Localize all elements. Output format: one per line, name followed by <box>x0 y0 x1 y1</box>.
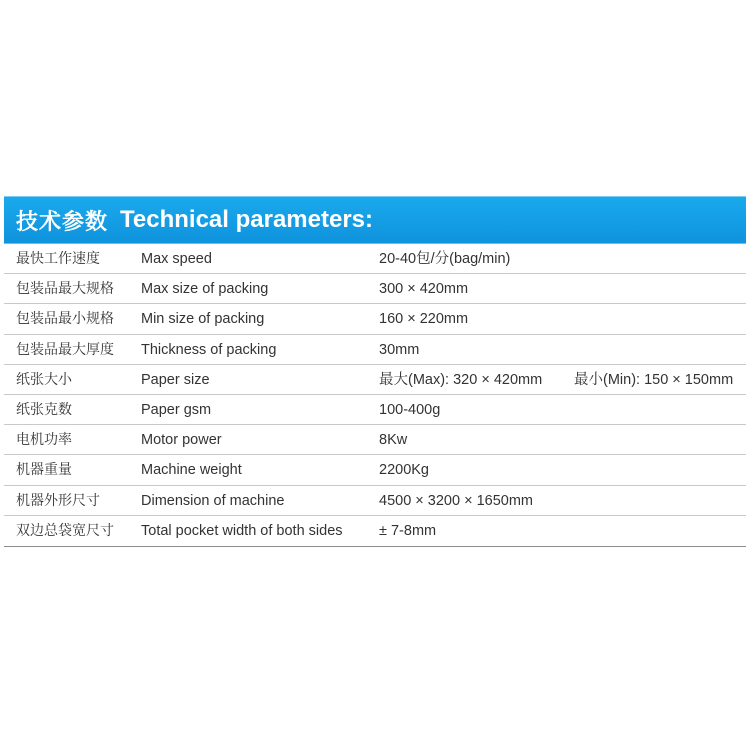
row-label-en: Dimension of machine <box>141 492 285 509</box>
row-label-cn: 电机功率 <box>16 432 72 449</box>
spec-table <box>4 196 746 547</box>
table-row <box>4 455 746 485</box>
row-label-en: Min size of packing <box>141 311 265 328</box>
row-value: ± 7-8mm <box>379 522 437 539</box>
row-label-cn: 包装品最小规格 <box>16 311 114 328</box>
row-value: 160 × 220mm <box>379 311 469 328</box>
row-label-en: Thickness of packing <box>141 341 277 358</box>
row-value: 4500 × 3200 × 1650mm <box>379 492 533 509</box>
row-label-cn: 机器重量 <box>16 462 72 479</box>
row-value: 最大(Max): 320 × 420mm <box>379 371 543 388</box>
row-label-en: Max size of packing <box>141 281 269 298</box>
row-label-cn: 包装品最大规格 <box>16 281 114 298</box>
row-label-en: Total pocket width of both sides <box>141 522 343 539</box>
row-value: 30mm <box>379 341 420 358</box>
table-row <box>4 395 746 425</box>
row-label-cn: 纸张克数 <box>16 401 72 418</box>
table-row <box>4 244 746 274</box>
row-value: 300 × 420mm <box>379 281 469 298</box>
table-row <box>4 335 746 365</box>
row-label-en: Machine weight <box>141 462 242 479</box>
row-value-secondary: 最小(Min): 150 × 150mm <box>574 371 734 388</box>
header-title-cn: 技术参数 <box>16 209 109 235</box>
table-row <box>4 274 746 304</box>
row-label-cn: 包装品最大厚度 <box>16 341 114 358</box>
table-row <box>4 486 746 516</box>
row-value: 8Kw <box>379 432 408 449</box>
table-row <box>4 516 746 546</box>
row-value: 20-40包/分(bag/min) <box>379 251 511 267</box>
table-header <box>4 196 746 244</box>
row-value: 2200Kg <box>379 462 429 479</box>
table-row <box>4 365 746 395</box>
row-label-cn: 纸张大小 <box>16 371 72 388</box>
table-row <box>4 425 746 455</box>
row-label-en: Motor power <box>141 432 222 449</box>
row-label-en: Paper gsm <box>141 401 212 418</box>
row-label-cn: 双边总袋宽尺寸 <box>16 522 114 539</box>
header-title-en: Technical parameters: <box>120 206 374 233</box>
row-label-cn: 机器外形尺寸 <box>16 492 100 509</box>
row-label-en: Max speed <box>141 251 212 267</box>
table-row <box>4 304 746 334</box>
spec-rows <box>4 244 746 547</box>
row-label-en: Paper size <box>141 371 210 388</box>
row-label-cn: 最快工作速度 <box>16 251 100 267</box>
row-value: 100-400g <box>379 401 441 418</box>
